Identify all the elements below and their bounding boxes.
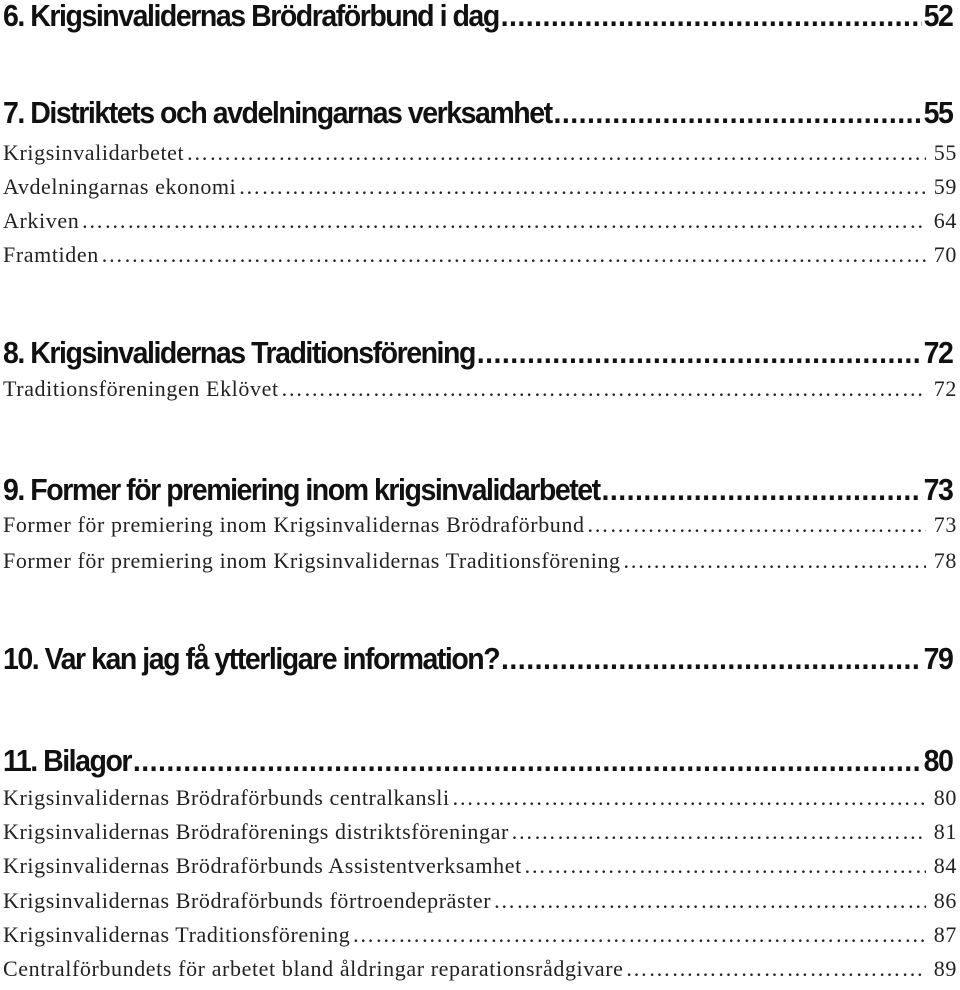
dot-leader [477, 335, 922, 371]
toc-heading-8[interactable] [3, 335, 952, 371]
toc-heading-page: 52 [923, 0, 953, 33]
dot-leader [186, 140, 926, 166]
toc-heading-page: 72 [923, 335, 953, 370]
toc-entry[interactable] [3, 956, 957, 982]
toc-entry-title: Framtiden [3, 242, 99, 267]
dot-leader [626, 956, 926, 982]
toc-entry[interactable] [3, 174, 957, 200]
toc-heading-title: 10. Var kan jag få ytterligare information? [3, 641, 500, 676]
toc-entry-page: 70 [933, 242, 957, 267]
toc-entry-page: 81 [933, 819, 957, 844]
toc-entry-title: Krigsinvalidernas Brödraförbunds centralkansli [3, 785, 450, 810]
toc-entry-page: 87 [933, 922, 957, 947]
toc-heading-page: 73 [923, 472, 953, 507]
toc-heading-9[interactable] [3, 472, 952, 508]
toc-entry-title: Krigsinvalidernas Traditionsförening [3, 922, 351, 947]
toc-entry-page: 55 [933, 140, 957, 165]
toc-heading-title: 11. Bilagor [3, 743, 132, 778]
toc-heading-title: 7. Distriktets och avdelningarnas verksamhet [3, 95, 552, 130]
dot-leader [554, 95, 922, 131]
toc-entry-page: 72 [933, 376, 957, 401]
toc-heading-page: 80 [923, 743, 953, 778]
dot-leader [452, 785, 926, 811]
toc-heading-7[interactable] [3, 95, 952, 131]
toc-entry-page: 86 [933, 888, 957, 913]
toc-heading-11[interactable] [3, 743, 952, 779]
dot-leader [587, 512, 926, 538]
toc-entry[interactable] [3, 140, 957, 166]
toc-entry-page: 89 [933, 956, 957, 981]
dot-leader [352, 922, 926, 948]
toc-heading-title: 9. Former för premiering inom krigsinvalidarbetet [3, 472, 600, 507]
toc-entry-page: 73 [933, 512, 957, 537]
toc-entry[interactable] [3, 242, 957, 268]
toc-entry-title: Former för premiering inom Krigsinvalidernas Brödraförbund [3, 512, 585, 537]
toc-entry-title: Former för premiering inom Krigsinvalidernas Traditionsförening [3, 548, 621, 573]
toc-entry[interactable] [3, 819, 957, 845]
toc-heading-6[interactable] [3, 0, 952, 34]
toc-entry-page: 78 [933, 548, 957, 573]
toc-entry[interactable] [3, 376, 957, 402]
dot-leader [524, 853, 926, 879]
toc-entry-title: Avdelningarnas ekonomi [3, 174, 237, 199]
dot-leader [101, 242, 926, 268]
dot-leader [281, 376, 926, 402]
toc-entry[interactable] [3, 208, 957, 234]
toc-entry-title: Krigsinvalidernas Brödraförbunds förtroendepräster [3, 888, 492, 913]
toc-entry-title: Krigsinvalidernas Brödraförenings distriktsföreningar [3, 819, 509, 844]
dot-leader [623, 548, 926, 574]
toc-heading-title: 6. Krigsinvalidernas Brödraförbund i dag [3, 0, 499, 33]
toc-heading-page: 55 [923, 95, 953, 130]
dot-leader [501, 641, 922, 677]
toc-entry-title: Krigsinvalidarbetet [3, 140, 185, 165]
toc-entry[interactable] [3, 548, 957, 574]
toc-entry-title: Centralförbundets för arbetet bland åldringar reparationsrådgivare [3, 956, 624, 981]
dot-leader [81, 208, 926, 234]
toc-heading-page: 79 [923, 641, 953, 676]
toc-entry-title: Arkiven [3, 208, 80, 233]
dot-leader [133, 743, 922, 779]
toc-entry[interactable] [3, 888, 957, 914]
toc-entry-title: Traditionsföreningen Eklövet [3, 376, 279, 401]
toc-entry[interactable] [3, 853, 957, 879]
toc-entry-page: 64 [933, 208, 957, 233]
dot-leader [238, 174, 925, 200]
toc-entry[interactable] [3, 785, 957, 811]
toc-entry-page: 59 [933, 174, 957, 199]
dot-leader [493, 888, 926, 914]
toc-heading-title: 8. Krigsinvalidernas Traditionsförening [3, 335, 475, 370]
dot-leader [602, 472, 922, 508]
toc-entry[interactable] [3, 512, 957, 538]
dot-leader [511, 819, 926, 845]
toc-heading-10[interactable] [3, 641, 952, 677]
toc-entry-page: 80 [933, 785, 957, 810]
dot-leader [501, 0, 922, 34]
toc-entry-page: 84 [933, 853, 957, 878]
toc-entry-title: Krigsinvalidernas Brödraförbunds Assistentverksamhet [3, 853, 522, 878]
toc-entry[interactable] [3, 922, 957, 948]
